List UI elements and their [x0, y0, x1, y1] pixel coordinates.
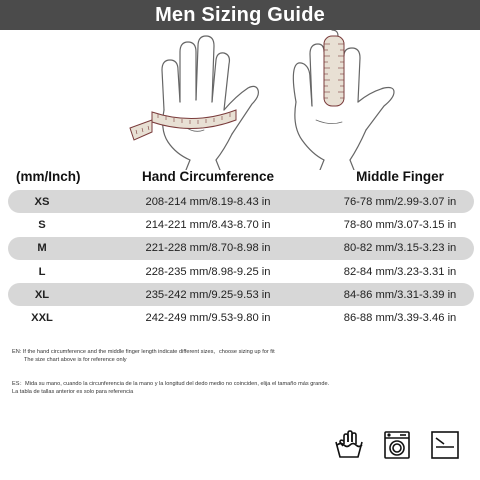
finger-value: 78-80 mm/3.07-3.15 in: [343, 218, 457, 231]
finger-value: 80-82 mm/3.15-3.23 in: [343, 242, 457, 255]
table-row: [8, 260, 474, 283]
hand-value: 242-249 mm/9.53-9.80 in: [145, 312, 271, 325]
size-label: M: [37, 242, 47, 255]
hand-value: 208-214 mm/8.19-8.43 in: [145, 195, 271, 208]
hand-value: 214-221 mm/8.43-8.70 in: [145, 218, 271, 231]
hand-value: 235-242 mm/9.25-9.53 in: [145, 288, 271, 301]
note-english: [12, 348, 275, 364]
size-label: XXL: [31, 312, 53, 325]
note-en-line2: The size chart above is for reference only: [24, 357, 127, 363]
header-middle-finger: Middle Finger: [356, 168, 444, 184]
table-row: [8, 306, 474, 329]
finger-value: 86-88 mm/3.39-3.46 in: [343, 312, 457, 325]
header-hand-circumference: Hand Circumference: [141, 168, 275, 184]
title-bar: [0, 0, 480, 30]
table-row: [8, 190, 474, 213]
dry-flat-icon: [430, 430, 460, 460]
note-spanish: [12, 380, 329, 396]
size-label: XL: [34, 288, 50, 301]
middle-finger-illustration: [266, 30, 436, 170]
size-table: [8, 164, 474, 330]
table-row: [8, 283, 474, 306]
note-es-line1: ES：Mida su mano, cuando la circunferencia de la mano y la longitud del dedo medio no coinciden, elija el tamaño más grande.: [12, 381, 330, 387]
size-label: L: [38, 265, 46, 278]
table-header: [8, 164, 474, 188]
hand-value: 221-228 mm/8.70-8.98 in: [145, 242, 271, 255]
size-label: XS: [34, 195, 50, 208]
no-machine-dry-icon: [382, 430, 412, 460]
size-label: S: [38, 218, 46, 231]
finger-value: 84-86 mm/3.31-3.39 in: [343, 288, 457, 301]
care-icons: [334, 430, 460, 460]
finger-value: 82-84 mm/3.23-3.31 in: [343, 265, 457, 278]
note-es-line2: La tabla de tallas anterior es solo para referencia: [12, 389, 134, 395]
note-en-line1: EN: If the hand circumference and the middle finger length indicate different sizes，choose sizing up for fit: [12, 349, 275, 355]
middle-finger-icon: [266, 30, 436, 170]
hand-wash-icon: [334, 430, 364, 460]
finger-value: 76-78 mm/2.99-3.07 in: [343, 195, 457, 208]
header-unit: (mm/Inch): [16, 168, 81, 184]
table-row: [8, 237, 474, 260]
page-title: Men Sizing Guide: [155, 3, 325, 26]
hand-value: 228-235 mm/8.98-9.25 in: [145, 265, 271, 278]
table-row: [8, 213, 474, 236]
